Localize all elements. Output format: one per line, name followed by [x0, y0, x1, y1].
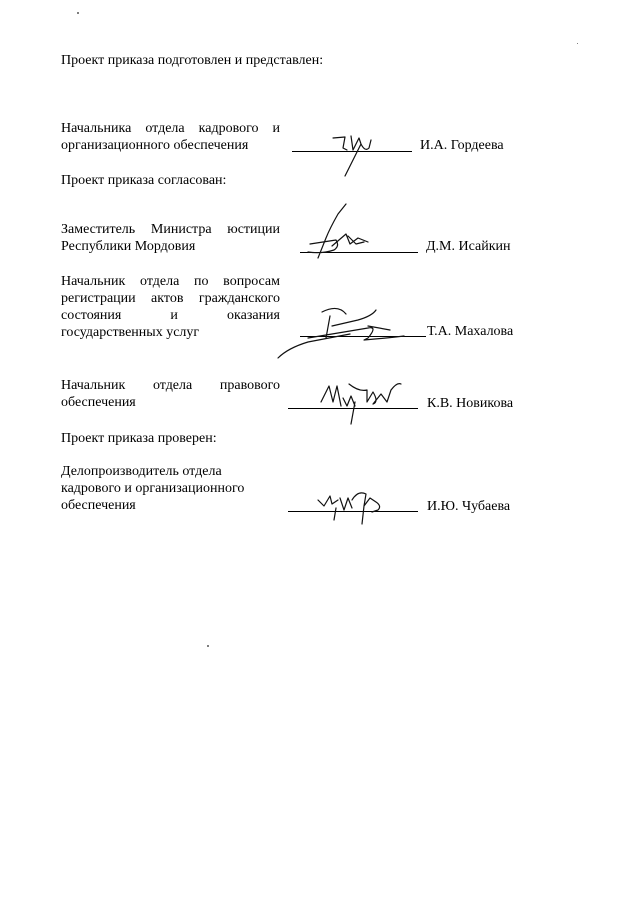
signatory-name: И.А. Гордеева [420, 138, 504, 153]
role-line: Начальник отдела по вопросам [61, 274, 280, 289]
role-line: кадрового и организационного [61, 481, 245, 496]
signatory-role [61, 463, 280, 514]
role-line: Заместитель Министра юстиции [61, 222, 280, 237]
signature-graphic [325, 124, 385, 179]
signatory-name: К.В. Новикова [427, 396, 514, 411]
scan-speck [207, 645, 209, 647]
role-line: регистрации актов гражданского [61, 291, 280, 306]
signatory-name: Д.М. Исайкин [426, 239, 511, 254]
scan-speck [77, 12, 79, 14]
role-line: обеспечения [61, 395, 136, 410]
role-line: Начальник отдела правового [61, 378, 280, 393]
role-line: Начальника отдела кадрового и [61, 121, 280, 136]
signature-graphic [315, 372, 410, 430]
role-line: организационного обеспечения [61, 138, 249, 153]
role-line: состояния и оказания [61, 308, 280, 323]
signatory-role [61, 120, 280, 154]
scan-speck [577, 43, 578, 44]
signatory-role [61, 273, 280, 341]
role-line: Делопроизводитель отдела [61, 464, 222, 479]
signature-graphic [268, 298, 408, 362]
signatory-name: Т.А. Махалова [427, 324, 514, 339]
role-line: государственных услуг [61, 325, 200, 340]
agreed-heading: Проект приказа согласован: [61, 173, 227, 188]
signature-graphic [288, 200, 378, 262]
prepared-heading: Проект приказа подготовлен и представлен: [61, 53, 324, 68]
role-line: Республики Мордовия [61, 239, 196, 254]
role-line: обеспечения [61, 498, 136, 513]
signatory-role [61, 377, 280, 411]
signatory-role [61, 221, 280, 255]
checked-heading: Проект приказа проверен: [61, 431, 217, 446]
signature-graphic [312, 480, 392, 528]
signatory-name: И.Ю. Чубаева [427, 499, 511, 514]
